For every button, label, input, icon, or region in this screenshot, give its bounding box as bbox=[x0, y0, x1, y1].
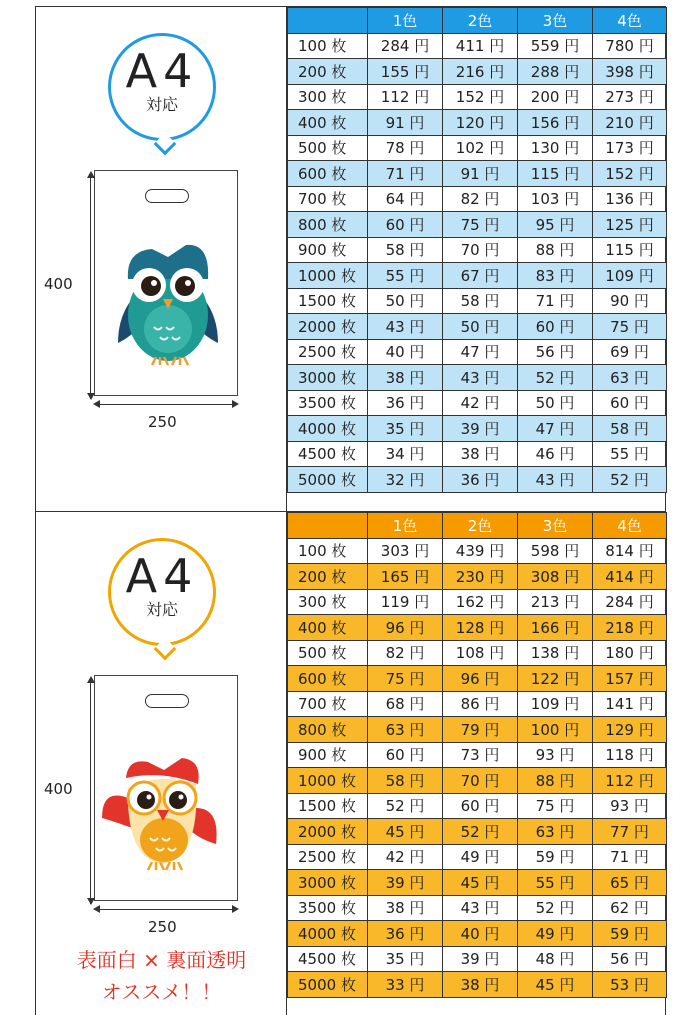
price-cell: 52 円 bbox=[593, 467, 667, 493]
price-cell: 56 円 bbox=[593, 946, 667, 972]
table-row bbox=[288, 589, 667, 615]
product-illustration-panel bbox=[36, 512, 287, 1015]
price-cell: 141 円 bbox=[593, 691, 667, 717]
price-cell: 60 円 bbox=[368, 212, 443, 238]
price-cell: 152 円 bbox=[593, 161, 667, 187]
price-cell: 120 円 bbox=[443, 110, 518, 136]
price-cell: 58 円 bbox=[368, 237, 443, 263]
price-cell: 60 円 bbox=[368, 742, 443, 768]
quantity-cell: 100 枚 bbox=[288, 538, 368, 564]
quantity-cell: 2500 枚 bbox=[288, 844, 368, 870]
width-dimension-line bbox=[96, 909, 236, 910]
price-cell: 598 円 bbox=[518, 538, 593, 564]
price-cell: 45 円 bbox=[518, 972, 593, 998]
width-label: 250 bbox=[148, 918, 177, 936]
arrow-down-icon bbox=[87, 898, 95, 905]
product-illustration-panel bbox=[36, 7, 287, 511]
quantity-cell: 4000 枚 bbox=[288, 416, 368, 442]
price-cell: 55 円 bbox=[368, 263, 443, 289]
price-cell: 32 円 bbox=[368, 467, 443, 493]
price-cell: 210 円 bbox=[593, 110, 667, 136]
table-row bbox=[288, 135, 667, 161]
table-row bbox=[288, 870, 667, 896]
table-row bbox=[288, 742, 667, 768]
price-cell: 36 円 bbox=[368, 390, 443, 416]
quantity-cell: 4500 枚 bbox=[288, 441, 368, 467]
price-cell: 75 円 bbox=[368, 666, 443, 692]
table-row bbox=[288, 640, 667, 666]
price-cell: 398 円 bbox=[593, 59, 667, 85]
price-cell: 42 円 bbox=[443, 390, 518, 416]
price-cell: 173 円 bbox=[593, 135, 667, 161]
quantity-cell: 900 枚 bbox=[288, 237, 368, 263]
price-cell: 40 円 bbox=[368, 339, 443, 365]
price-cell: 165 円 bbox=[368, 564, 443, 590]
price-cell: 284 円 bbox=[593, 589, 667, 615]
price-cell: 63 円 bbox=[593, 365, 667, 391]
quantity-cell: 800 枚 bbox=[288, 717, 368, 743]
table-row bbox=[288, 717, 667, 743]
price-cell: 39 円 bbox=[368, 870, 443, 896]
table-row bbox=[288, 390, 667, 416]
price-cell: 166 円 bbox=[518, 615, 593, 641]
arrow-down-icon bbox=[87, 393, 95, 400]
quantity-cell: 200 枚 bbox=[288, 59, 368, 85]
price-cell: 70 円 bbox=[443, 768, 518, 794]
price-cell: 138 円 bbox=[518, 640, 593, 666]
price-cell: 59 円 bbox=[593, 921, 667, 947]
price-cell: 156 円 bbox=[518, 110, 593, 136]
price-cell: 40 円 bbox=[443, 921, 518, 947]
table-row bbox=[288, 84, 667, 110]
price-cell: 55 円 bbox=[518, 870, 593, 896]
arrow-right-icon bbox=[232, 400, 239, 408]
price-cell: 43 円 bbox=[443, 895, 518, 921]
price-cell: 303 円 bbox=[368, 538, 443, 564]
price-cell: 33 円 bbox=[368, 972, 443, 998]
price-cell: 47 円 bbox=[443, 339, 518, 365]
height-label: 400 bbox=[44, 275, 73, 293]
price-cell: 155 円 bbox=[368, 59, 443, 85]
price-cell: 88 円 bbox=[518, 237, 593, 263]
price-cell: 88 円 bbox=[518, 768, 593, 794]
price-cell: 47 円 bbox=[518, 416, 593, 442]
price-cell: 58 円 bbox=[443, 288, 518, 314]
table-row bbox=[288, 416, 667, 442]
table-row bbox=[288, 564, 667, 590]
quantity-cell: 3500 枚 bbox=[288, 390, 368, 416]
recommendation-note-line2: オススメ！！ bbox=[101, 980, 222, 1004]
price-cell: 38 円 bbox=[443, 441, 518, 467]
table-row bbox=[288, 844, 667, 870]
quantity-cell: 1000 枚 bbox=[288, 263, 368, 289]
table-row bbox=[288, 819, 667, 845]
quantity-cell: 900 枚 bbox=[288, 742, 368, 768]
header-color-count: 2色 bbox=[443, 513, 518, 539]
table-row bbox=[288, 768, 667, 794]
table-row bbox=[288, 161, 667, 187]
quantity-cell: 4500 枚 bbox=[288, 946, 368, 972]
price-cell: 130 円 bbox=[518, 135, 593, 161]
arrow-up-icon bbox=[87, 676, 95, 683]
price-cell: 152 円 bbox=[443, 84, 518, 110]
price-cell: 230 円 bbox=[443, 564, 518, 590]
price-cell: 157 円 bbox=[593, 666, 667, 692]
price-cell: 55 円 bbox=[593, 441, 667, 467]
quantity-cell: 1500 枚 bbox=[288, 793, 368, 819]
table-header-row bbox=[288, 8, 667, 34]
table-row bbox=[288, 314, 667, 340]
price-cell: 73 円 bbox=[443, 742, 518, 768]
header-color-count: 4色 bbox=[593, 513, 667, 539]
price-cell: 45 円 bbox=[443, 870, 518, 896]
price-table-blue bbox=[287, 7, 667, 493]
quantity-cell: 600 枚 bbox=[288, 666, 368, 692]
price-cell: 112 円 bbox=[593, 768, 667, 794]
price-cell: 414 円 bbox=[593, 564, 667, 590]
price-cell: 39 円 bbox=[443, 946, 518, 972]
price-cell: 288 円 bbox=[518, 59, 593, 85]
quantity-cell: 800 枚 bbox=[288, 212, 368, 238]
header-color-count: 4色 bbox=[593, 8, 667, 34]
price-cell: 213 円 bbox=[518, 589, 593, 615]
height-dimension-line bbox=[90, 678, 91, 904]
price-cell: 52 円 bbox=[518, 365, 593, 391]
price-cell: 180 円 bbox=[593, 640, 667, 666]
header-color-count: 2色 bbox=[443, 8, 518, 34]
bag-handle bbox=[145, 189, 189, 203]
quantity-cell: 1000 枚 bbox=[288, 768, 368, 794]
arrow-left-icon bbox=[93, 905, 100, 913]
table-row bbox=[288, 946, 667, 972]
price-section-blue bbox=[35, 6, 666, 512]
quantity-cell: 2500 枚 bbox=[288, 339, 368, 365]
size-badge-main: A4 bbox=[125, 549, 199, 603]
quantity-cell: 100 枚 bbox=[288, 33, 368, 59]
header-color-count: 1色 bbox=[368, 8, 443, 34]
quantity-cell: 200 枚 bbox=[288, 564, 368, 590]
table-row bbox=[288, 110, 667, 136]
quantity-cell: 4000 枚 bbox=[288, 921, 368, 947]
table-row bbox=[288, 33, 667, 59]
table-row bbox=[288, 895, 667, 921]
arrow-up-icon bbox=[87, 171, 95, 178]
quantity-cell: 3000 枚 bbox=[288, 870, 368, 896]
price-cell: 36 円 bbox=[368, 921, 443, 947]
price-cell: 82 円 bbox=[368, 640, 443, 666]
price-cell: 93 円 bbox=[593, 793, 667, 819]
price-cell: 115 円 bbox=[593, 237, 667, 263]
price-cell: 112 円 bbox=[368, 84, 443, 110]
price-cell: 218 円 bbox=[593, 615, 667, 641]
quantity-cell: 5000 枚 bbox=[288, 467, 368, 493]
badge-tail bbox=[154, 638, 177, 661]
price-cell: 71 円 bbox=[518, 288, 593, 314]
height-label: 400 bbox=[44, 780, 73, 798]
header-color-count: 3色 bbox=[518, 513, 593, 539]
price-cell: 48 円 bbox=[518, 946, 593, 972]
price-cell: 118 円 bbox=[593, 742, 667, 768]
recommendation-note-line1: 表面白 × 裏面透明 bbox=[76, 948, 247, 972]
table-row bbox=[288, 691, 667, 717]
price-cell: 216 円 bbox=[443, 59, 518, 85]
price-cell: 36 円 bbox=[443, 467, 518, 493]
price-cell: 60 円 bbox=[518, 314, 593, 340]
table-row bbox=[288, 467, 667, 493]
price-cell: 78 円 bbox=[368, 135, 443, 161]
price-cell: 65 円 bbox=[593, 870, 667, 896]
quantity-cell: 2000 枚 bbox=[288, 314, 368, 340]
price-cell: 42 円 bbox=[368, 844, 443, 870]
price-cell: 64 円 bbox=[368, 186, 443, 212]
owl-illustration-orange bbox=[98, 748, 226, 876]
height-dimension-line bbox=[90, 173, 91, 399]
quantity-cell: 300 枚 bbox=[288, 589, 368, 615]
price-cell: 49 円 bbox=[443, 844, 518, 870]
table-row bbox=[288, 186, 667, 212]
price-cell: 93 円 bbox=[518, 742, 593, 768]
price-cell: 200 円 bbox=[518, 84, 593, 110]
table-row bbox=[288, 288, 667, 314]
price-cell: 67 円 bbox=[443, 263, 518, 289]
price-cell: 70 円 bbox=[443, 237, 518, 263]
price-cell: 136 円 bbox=[593, 186, 667, 212]
price-cell: 100 円 bbox=[518, 717, 593, 743]
price-cell: 71 円 bbox=[368, 161, 443, 187]
price-cell: 91 円 bbox=[368, 110, 443, 136]
quantity-cell: 400 枚 bbox=[288, 110, 368, 136]
price-cell: 58 円 bbox=[593, 416, 667, 442]
price-cell: 69 円 bbox=[593, 339, 667, 365]
price-cell: 91 円 bbox=[443, 161, 518, 187]
price-cell: 71 円 bbox=[593, 844, 667, 870]
table-row bbox=[288, 538, 667, 564]
price-cell: 90 円 bbox=[593, 288, 667, 314]
price-cell: 273 円 bbox=[593, 84, 667, 110]
price-cell: 103 円 bbox=[518, 186, 593, 212]
header-corner-cell bbox=[288, 513, 368, 539]
quantity-cell: 5000 枚 bbox=[288, 972, 368, 998]
price-cell: 52 円 bbox=[368, 793, 443, 819]
price-cell: 128 円 bbox=[443, 615, 518, 641]
price-cell: 63 円 bbox=[518, 819, 593, 845]
price-cell: 34 円 bbox=[368, 441, 443, 467]
table-row bbox=[288, 615, 667, 641]
header-color-count: 1色 bbox=[368, 513, 443, 539]
price-cell: 77 円 bbox=[593, 819, 667, 845]
quantity-cell: 3000 枚 bbox=[288, 365, 368, 391]
table-row bbox=[288, 666, 667, 692]
price-cell: 52 円 bbox=[518, 895, 593, 921]
price-cell: 308 円 bbox=[518, 564, 593, 590]
header-corner-cell bbox=[288, 8, 368, 34]
quantity-cell: 500 枚 bbox=[288, 135, 368, 161]
price-cell: 63 円 bbox=[368, 717, 443, 743]
price-cell: 58 円 bbox=[368, 768, 443, 794]
table-row bbox=[288, 793, 667, 819]
price-cell: 96 円 bbox=[443, 666, 518, 692]
price-cell: 43 円 bbox=[443, 365, 518, 391]
price-cell: 46 円 bbox=[518, 441, 593, 467]
price-cell: 162 円 bbox=[443, 589, 518, 615]
price-cell: 284 円 bbox=[368, 33, 443, 59]
price-cell: 45 円 bbox=[368, 819, 443, 845]
price-cell: 814 円 bbox=[593, 538, 667, 564]
price-cell: 38 円 bbox=[368, 895, 443, 921]
size-badge bbox=[108, 538, 216, 646]
price-cell: 439 円 bbox=[443, 538, 518, 564]
width-label: 250 bbox=[148, 413, 177, 431]
price-cell: 39 円 bbox=[443, 416, 518, 442]
quantity-cell: 2000 枚 bbox=[288, 819, 368, 845]
price-cell: 38 円 bbox=[368, 365, 443, 391]
price-cell: 115 円 bbox=[518, 161, 593, 187]
quantity-cell: 600 枚 bbox=[288, 161, 368, 187]
price-cell: 50 円 bbox=[368, 288, 443, 314]
price-cell: 411 円 bbox=[443, 33, 518, 59]
bag-handle bbox=[145, 694, 189, 708]
price-cell: 83 円 bbox=[518, 263, 593, 289]
price-cell: 56 円 bbox=[518, 339, 593, 365]
table-row bbox=[288, 339, 667, 365]
price-cell: 62 円 bbox=[593, 895, 667, 921]
price-cell: 35 円 bbox=[368, 416, 443, 442]
quantity-cell: 500 枚 bbox=[288, 640, 368, 666]
price-cell: 50 円 bbox=[443, 314, 518, 340]
size-badge bbox=[108, 33, 216, 141]
price-cell: 95 円 bbox=[518, 212, 593, 238]
table-header-row bbox=[288, 513, 667, 539]
size-badge-main: A4 bbox=[125, 44, 199, 98]
table-row bbox=[288, 263, 667, 289]
table-row bbox=[288, 365, 667, 391]
width-dimension-line bbox=[96, 404, 236, 405]
price-cell: 780 円 bbox=[593, 33, 667, 59]
quantity-cell: 1500 枚 bbox=[288, 288, 368, 314]
price-cell: 75 円 bbox=[593, 314, 667, 340]
price-cell: 122 円 bbox=[518, 666, 593, 692]
table-row bbox=[288, 237, 667, 263]
arrow-left-icon bbox=[93, 400, 100, 408]
price-cell: 109 円 bbox=[593, 263, 667, 289]
price-cell: 49 円 bbox=[518, 921, 593, 947]
price-cell: 119 円 bbox=[368, 589, 443, 615]
price-cell: 559 円 bbox=[518, 33, 593, 59]
owl-illustration-teal bbox=[112, 239, 224, 367]
price-cell: 108 円 bbox=[443, 640, 518, 666]
price-cell: 59 円 bbox=[518, 844, 593, 870]
price-cell: 125 円 bbox=[593, 212, 667, 238]
price-cell: 50 円 bbox=[518, 390, 593, 416]
price-cell: 82 円 bbox=[443, 186, 518, 212]
size-badge-sub: 対応 bbox=[145, 95, 178, 114]
price-cell: 102 円 bbox=[443, 135, 518, 161]
table-row bbox=[288, 59, 667, 85]
table-row bbox=[288, 441, 667, 467]
price-section-orange bbox=[35, 511, 666, 1015]
price-cell: 43 円 bbox=[368, 314, 443, 340]
quantity-cell: 400 枚 bbox=[288, 615, 368, 641]
table-row bbox=[288, 212, 667, 238]
badge-tail bbox=[154, 133, 177, 156]
quantity-cell: 700 枚 bbox=[288, 691, 368, 717]
price-table-orange bbox=[287, 512, 667, 998]
arrow-right-icon bbox=[232, 905, 239, 913]
quantity-cell: 700 枚 bbox=[288, 186, 368, 212]
price-cell: 38 円 bbox=[443, 972, 518, 998]
price-cell: 75 円 bbox=[443, 212, 518, 238]
price-cell: 52 円 bbox=[443, 819, 518, 845]
price-cell: 53 円 bbox=[593, 972, 667, 998]
price-cell: 60 円 bbox=[593, 390, 667, 416]
quantity-cell: 3500 枚 bbox=[288, 895, 368, 921]
price-cell: 60 円 bbox=[443, 793, 518, 819]
price-cell: 43 円 bbox=[518, 467, 593, 493]
quantity-cell: 300 枚 bbox=[288, 84, 368, 110]
price-cell: 86 円 bbox=[443, 691, 518, 717]
price-cell: 75 円 bbox=[518, 793, 593, 819]
price-cell: 109 円 bbox=[518, 691, 593, 717]
header-color-count: 3色 bbox=[518, 8, 593, 34]
price-cell: 129 円 bbox=[593, 717, 667, 743]
table-row bbox=[288, 921, 667, 947]
price-cell: 35 円 bbox=[368, 946, 443, 972]
table-row bbox=[288, 972, 667, 998]
price-cell: 68 円 bbox=[368, 691, 443, 717]
price-cell: 96 円 bbox=[368, 615, 443, 641]
size-badge-sub: 対応 bbox=[145, 600, 178, 619]
price-cell: 79 円 bbox=[443, 717, 518, 743]
